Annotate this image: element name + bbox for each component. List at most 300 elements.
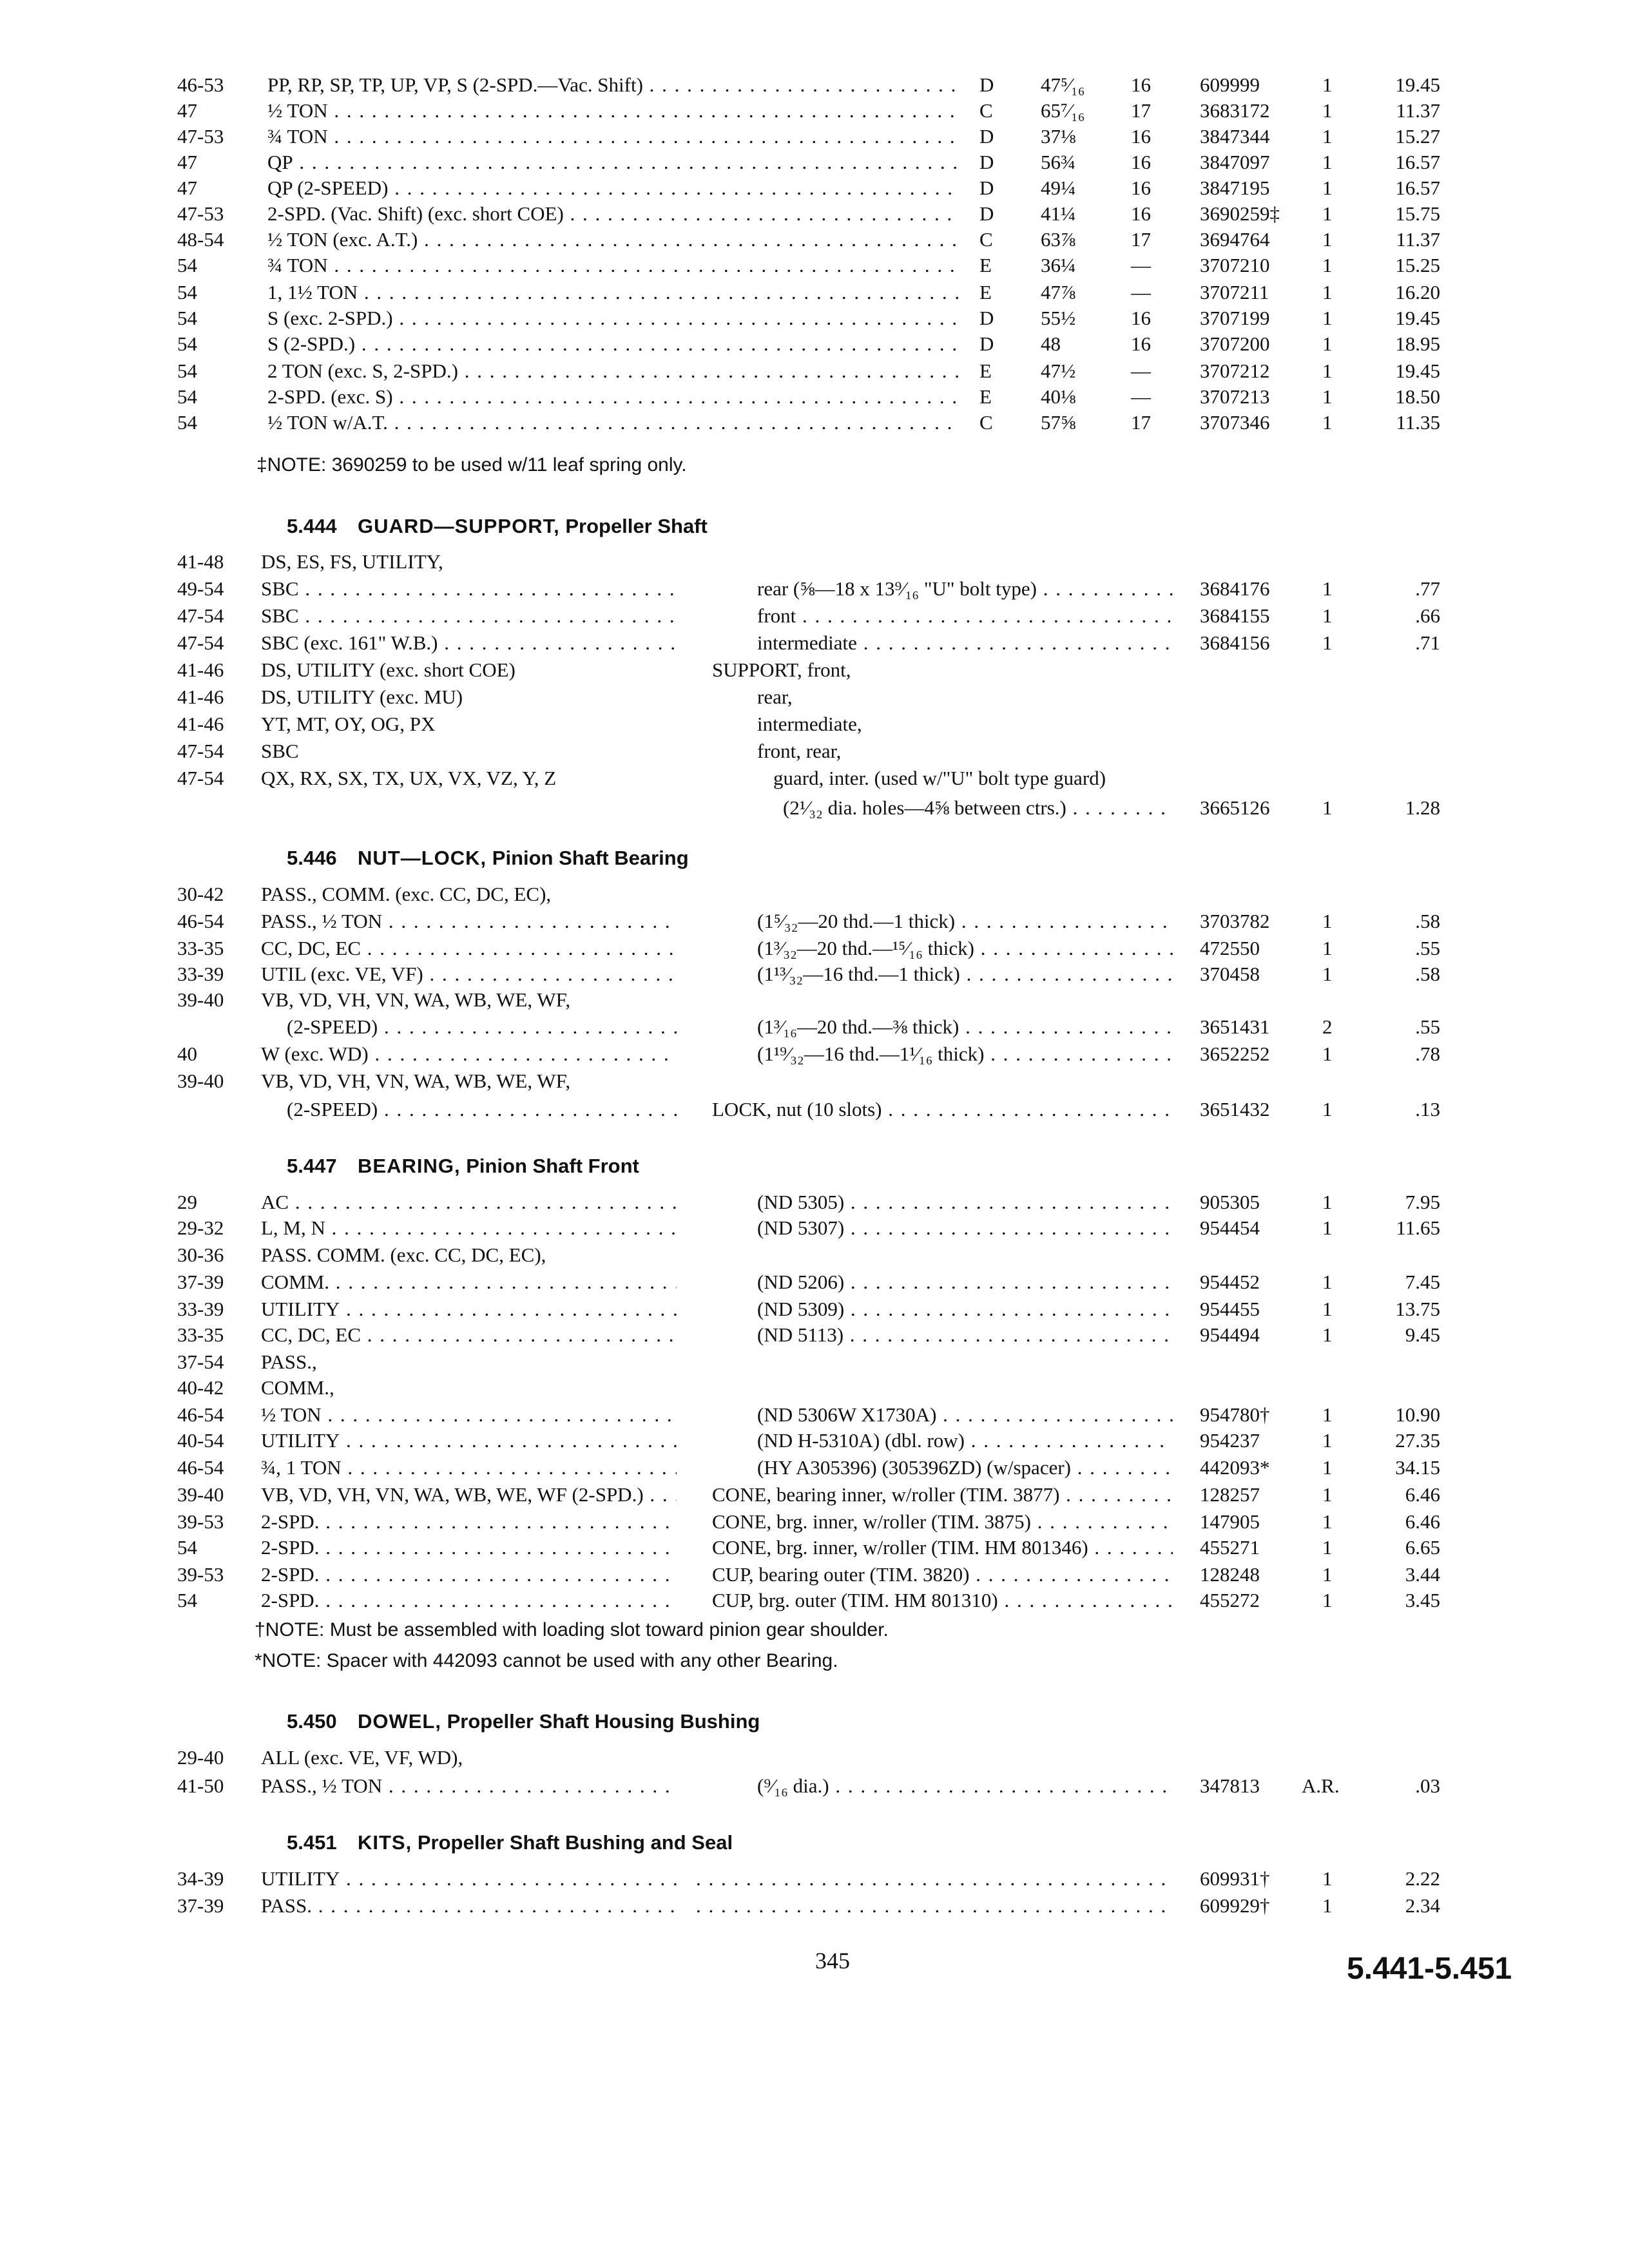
length-value: 55½ [1041, 307, 1076, 329]
model-description: 2 TON (exc. S, 2-SPD.) . . . [267, 357, 960, 385]
section-number: 5.447 [287, 1155, 337, 1177]
price: 15.27 [1395, 125, 1440, 148]
price: .03 [1415, 1774, 1440, 1797]
price: .78 [1415, 1043, 1440, 1065]
year-range: 33-35 [177, 1323, 224, 1346]
part-number: 954494 [1200, 1323, 1260, 1346]
part-description: (ND H-5310A) (dbl. row) . . . [757, 1427, 1173, 1455]
model-description: CC, DC, EC . . . [261, 1321, 677, 1349]
part-number: 954237 [1200, 1429, 1260, 1452]
price: 11.37 [1396, 228, 1440, 251]
part-description: (1¹³⁄₃₂—16 thd.—1 thick) . . . [757, 960, 1173, 988]
model-description: UTILITY . . . [261, 1865, 677, 1893]
part-number: 3847195 [1200, 177, 1270, 199]
quantity: 1 [1322, 604, 1333, 627]
quantity: 1 [1322, 99, 1333, 122]
spline-count: 17 [1131, 228, 1151, 251]
part-number: 3707200 [1200, 332, 1270, 355]
spline-count: 16 [1131, 307, 1151, 329]
year-range: 29-40 [177, 1746, 224, 1769]
section-heading [287, 1707, 760, 1736]
section-subtitle: Pinion Shaft Front [466, 1155, 639, 1177]
price: 15.75 [1395, 202, 1440, 225]
section-heading [287, 1829, 733, 1857]
part-description: (1³⁄₃₂—20 thd.—¹⁵⁄₁₆ thick) . . . [757, 934, 1173, 963]
quantity: 1 [1322, 151, 1333, 173]
quantity: 1 [1322, 796, 1333, 819]
model-description: PASS., COMM. (exc. CC, DC, EC), [261, 883, 552, 905]
quantity: 1 [1322, 332, 1333, 355]
table-row [0, 683, 1629, 711]
column-code: E [979, 385, 992, 408]
part-number: 3847097 [1200, 151, 1270, 173]
table-row [0, 1401, 1629, 1429]
price: 19.45 [1395, 360, 1440, 382]
quantity: 1 [1322, 1536, 1333, 1559]
column-code: D [979, 307, 994, 329]
model-description: ½ TON (exc. A.T.) . . . [267, 226, 960, 254]
year-range: 39-40 [177, 1483, 224, 1506]
price: 7.95 [1405, 1191, 1440, 1213]
part-description: (ND 5206) . . . [757, 1268, 1173, 1296]
table-row [0, 1892, 1629, 1920]
column-code: D [979, 73, 994, 96]
length-value: 49¼ [1041, 177, 1076, 199]
part-number: 3694764 [1200, 228, 1270, 251]
quantity: 1 [1322, 307, 1333, 329]
part-description: rear (⅝—18 x 13⁹⁄₁₆ "U" bolt type) . . . [757, 575, 1173, 603]
section-heading [287, 512, 708, 541]
quantity: 1 [1322, 1483, 1333, 1506]
model-description: 1, 1½ TON . . . [267, 278, 960, 307]
part-description: rear, [757, 686, 793, 708]
table-row [0, 1481, 1629, 1509]
model-description: QP . . . [267, 148, 960, 177]
part-number: 905305 [1200, 1191, 1260, 1213]
length-value: 40⅛ [1041, 385, 1076, 408]
length-value: 47⅞ [1041, 281, 1076, 303]
table-row [0, 357, 1629, 385]
table-row [0, 1744, 1629, 1772]
section-heading [287, 1152, 639, 1180]
price: 2.34 [1405, 1894, 1440, 1917]
year-range: 46-54 [177, 910, 224, 932]
quantity: 1 [1322, 1867, 1333, 1890]
price: 6.46 [1405, 1483, 1440, 1506]
model-description: DS, UTILITY (exc. short COE) [261, 658, 516, 681]
quantity: 1 [1322, 1456, 1333, 1479]
table-row [0, 304, 1629, 332]
price: .55 [1415, 1015, 1440, 1038]
footnote: *NOTE: Spacer with 442093 cannot be used with any other Bearing. [255, 1650, 838, 1671]
part-description: front, rear, [757, 740, 842, 762]
part-description: (1³⁄₁₆—20 thd.—⅜ thick) . . . [757, 1013, 1173, 1041]
table-row [0, 1865, 1629, 1893]
table-row [0, 934, 1629, 963]
part-number: 954780† [1200, 1403, 1270, 1426]
table-row [0, 629, 1629, 657]
model-description: S (exc. 2-SPD.) . . . [267, 304, 960, 332]
quantity: 1 [1322, 281, 1333, 303]
length-value: 48 [1041, 332, 1061, 355]
length-value: 57⅝ [1041, 411, 1076, 434]
part-description: (1¹⁹⁄₃₂—16 thd.—1¹⁄₁₆ thick) . . . [757, 1040, 1173, 1068]
table-row [0, 71, 1629, 99]
year-range: 29 [177, 1191, 197, 1213]
price: 9.45 [1405, 1323, 1440, 1346]
price: 6.65 [1405, 1536, 1440, 1559]
part-number: 609999 [1200, 73, 1260, 96]
part-description: (2¹⁄₃₂ dia. holes—4⅝ between ctrs.) . . . [783, 794, 1173, 822]
price: 18.95 [1395, 332, 1440, 355]
part-number: 3847344 [1200, 125, 1270, 148]
year-range: 54 [177, 411, 197, 434]
section-subtitle: Pinion Shaft Bearing [492, 847, 689, 869]
table-row [0, 1321, 1629, 1349]
part-description: intermediate . . . [757, 629, 1173, 657]
quantity: 1 [1322, 1271, 1333, 1293]
quantity: 1 [1322, 1563, 1333, 1586]
part-number: 3684156 [1200, 631, 1270, 654]
year-range: 33-39 [177, 963, 224, 985]
table-row [0, 1268, 1629, 1296]
year-range: 30-36 [177, 1244, 224, 1266]
part-number: 3703782 [1200, 910, 1270, 932]
model-description: ¾, 1 TON . . . [261, 1454, 677, 1482]
spline-count: 17 [1131, 99, 1151, 122]
length-value: 63⅞ [1041, 228, 1076, 251]
part-number: 3707199 [1200, 307, 1270, 329]
section-number: 5.446 [287, 847, 337, 869]
model-description: ½ TON . . . [267, 97, 960, 125]
model-description: 2-SPD. . . . [261, 1561, 677, 1589]
table-row [0, 1348, 1629, 1376]
column-code: D [979, 177, 994, 199]
part-number: 954455 [1200, 1298, 1260, 1320]
section-title: NUT—LOCK, [358, 847, 487, 869]
year-range: 54 [177, 360, 197, 382]
quantity: 1 [1322, 1403, 1333, 1426]
table-row [0, 1188, 1629, 1216]
table-row [0, 1241, 1629, 1269]
price: 19.45 [1395, 73, 1440, 96]
table-row [0, 1533, 1629, 1562]
table-row [0, 907, 1629, 936]
quantity: 1 [1322, 937, 1333, 959]
price: 1.28 [1405, 796, 1440, 819]
year-range: 47-54 [177, 631, 224, 654]
part-description: CONE, brg. inner, w/roller (TIM. 3875) . . . [712, 1508, 1173, 1536]
leader-dots [696, 1865, 1173, 1893]
length-value: 56¾ [1041, 151, 1076, 173]
section-subtitle: Propeller Shaft [565, 515, 708, 537]
model-description: ¾ TON . . . [267, 122, 960, 151]
table-row [0, 1772, 1629, 1800]
footnote: †NOTE: Must be assembled with loading slot toward pinion gear shoulder. [255, 1619, 889, 1640]
quantity: 1 [1322, 125, 1333, 148]
part-number: 3684155 [1200, 604, 1270, 627]
part-number: 3707211 [1200, 281, 1269, 303]
year-range: 54 [177, 385, 197, 408]
model-description: ½ TON . . . [261, 1401, 677, 1429]
model-description: QP (2-SPEED) . . . [267, 174, 960, 202]
table-row [0, 737, 1629, 765]
model-description: SBC [261, 740, 299, 762]
model-description: L, M, N . . . [261, 1214, 677, 1242]
model-description: CC, DC, EC . . . [261, 934, 677, 963]
year-range: 47 [177, 151, 197, 173]
table-row [0, 1095, 1629, 1124]
model-description: SBC (exc. 161" W.B.) . . . [261, 629, 677, 657]
section-subtitle: Propeller Shaft Housing Bushing [447, 1710, 760, 1733]
table-row [0, 656, 1629, 684]
price: .71 [1415, 631, 1440, 654]
price: 16.57 [1395, 177, 1440, 199]
year-range: 39-40 [177, 988, 224, 1011]
year-range: 39-53 [177, 1563, 224, 1586]
year-range: 29-32 [177, 1216, 224, 1239]
quantity: 1 [1322, 1043, 1333, 1065]
price: .58 [1415, 963, 1440, 985]
section-number: 5.444 [287, 515, 337, 537]
price: .55 [1415, 937, 1440, 959]
year-range: 41-48 [177, 550, 224, 573]
year-range: 47-53 [177, 125, 224, 148]
part-description: (ND 5306W X1730A) . . . [757, 1401, 1173, 1429]
table-row [0, 330, 1629, 358]
quantity: 1 [1322, 228, 1333, 251]
quantity: 1 [1322, 411, 1333, 434]
section-title: KITS, [358, 1831, 412, 1854]
table-row [0, 794, 1629, 822]
part-number: 147905 [1200, 1510, 1260, 1533]
model-description: SBC . . . [261, 602, 677, 630]
year-range: 54 [177, 254, 197, 276]
price: .58 [1415, 910, 1440, 932]
table-row [0, 1427, 1629, 1455]
part-description: (ND 5113) . . . [757, 1321, 1173, 1349]
footnote: ‡NOTE: 3690259 to be used w/11 leaf spring only. [256, 454, 687, 476]
year-range: 54 [177, 1589, 197, 1611]
model-description: DS, UTILITY (exc. MU) [261, 686, 463, 708]
part-number: 3707213 [1200, 385, 1270, 408]
page-number: 345 [815, 1948, 850, 1974]
table-row [0, 548, 1629, 576]
price: 16.57 [1395, 151, 1440, 173]
part-description: (ND 5309) . . . [757, 1295, 1173, 1323]
table-row [0, 1067, 1629, 1095]
model-description: 2-SPD. . . . [261, 1533, 677, 1562]
table-row [0, 1561, 1629, 1589]
year-range: 54 [177, 307, 197, 329]
year-range: 46-54 [177, 1403, 224, 1426]
price: 3.44 [1405, 1563, 1440, 1586]
column-code: C [979, 99, 993, 122]
spline-count: — [1131, 254, 1151, 276]
table-row [0, 1040, 1629, 1068]
quantity: 1 [1322, 1298, 1333, 1320]
part-description: front . . . [757, 602, 1173, 630]
section-range: 5.441-5.451 [1347, 1952, 1512, 1986]
column-code: E [979, 281, 992, 303]
price: 11.65 [1396, 1216, 1440, 1239]
year-range: 46-53 [177, 73, 224, 96]
price: 19.45 [1395, 307, 1440, 329]
price: .77 [1415, 577, 1440, 600]
price: 27.35 [1395, 1429, 1440, 1452]
part-description: (ND 5307) . . . [757, 1214, 1173, 1242]
spline-count: 17 [1131, 411, 1151, 434]
year-range: 41-50 [177, 1774, 224, 1797]
quantity: 1 [1322, 1894, 1333, 1917]
model-description: UTILITY . . . [261, 1427, 677, 1455]
column-code: C [979, 411, 993, 434]
year-range: 37-54 [177, 1350, 224, 1373]
part-number: 954452 [1200, 1271, 1260, 1293]
spline-count: 16 [1131, 177, 1151, 199]
quantity: 1 [1322, 202, 1333, 225]
part-number: 472550 [1200, 937, 1260, 959]
table-row [0, 602, 1629, 630]
price: 2.22 [1405, 1867, 1440, 1890]
spline-count: 16 [1131, 73, 1151, 96]
spline-count: 16 [1131, 332, 1151, 355]
section-number: 5.450 [287, 1710, 337, 1733]
model-description: 2-SPD. . . . [261, 1508, 677, 1536]
part-number: 3707212 [1200, 360, 1270, 382]
table-row [0, 408, 1629, 437]
price: 15.25 [1395, 254, 1440, 276]
section-heading [287, 844, 689, 872]
part-number: 370458 [1200, 963, 1260, 985]
quantity: 1 [1322, 1098, 1333, 1120]
table-row [0, 97, 1629, 125]
part-description: (HY A305396) (305396ZD) (w/spacer) . . . [757, 1454, 1173, 1482]
table-row [0, 251, 1629, 280]
quantity: 1 [1322, 1589, 1333, 1611]
price: 6.46 [1405, 1510, 1440, 1533]
year-range: 37-39 [177, 1894, 224, 1917]
section-title: DOWEL, [358, 1710, 441, 1733]
column-code: E [979, 254, 992, 276]
part-number: 3707210 [1200, 254, 1270, 276]
part-description: CONE, brg. inner, w/roller (TIM. HM 801346) . . . [712, 1533, 1173, 1562]
part-number: 3684176 [1200, 577, 1270, 600]
column-code: E [979, 360, 992, 382]
year-range: 39-53 [177, 1510, 224, 1533]
quantity: 1 [1322, 385, 1333, 408]
year-range: 40 [177, 1043, 197, 1065]
part-description: CUP, bearing outer (TIM. 3820) . . . [712, 1561, 1173, 1589]
year-range: 47 [177, 99, 197, 122]
model-description: YT, MT, OY, OG, PX [261, 713, 436, 735]
part-number: 455271 [1200, 1536, 1260, 1559]
quantity: 1 [1322, 631, 1333, 654]
model-description: AC . . . [261, 1188, 677, 1216]
model-description: QX, RX, SX, TX, UX, VX, VZ, Y, Z [261, 767, 557, 789]
table-row [0, 1295, 1629, 1323]
model-description: PASS., ½ TON . . . [261, 907, 677, 936]
year-range: 34-39 [177, 1867, 224, 1890]
column-code: D [979, 151, 994, 173]
model-description: PASS. COMM. (exc. CC, DC, EC), [261, 1244, 546, 1266]
year-range: 48-54 [177, 228, 224, 251]
spline-count: — [1131, 360, 1151, 382]
part-number: 347813 [1200, 1774, 1260, 1797]
price: 3.45 [1405, 1589, 1440, 1611]
price: 7.45 [1405, 1271, 1440, 1293]
column-code: C [979, 228, 993, 251]
section-title: GUARD—SUPPORT, [358, 515, 560, 537]
length-value: 47⁵⁄₁₆ [1041, 73, 1085, 96]
part-number: 954454 [1200, 1216, 1260, 1239]
year-range: 47-54 [177, 767, 224, 789]
table-row [0, 1586, 1629, 1615]
table-row [0, 710, 1629, 738]
price: .66 [1415, 604, 1440, 627]
year-range: 46-54 [177, 1456, 224, 1479]
quantity: 1 [1322, 177, 1333, 199]
part-description: (ND 5305) . . . [757, 1188, 1173, 1216]
price: 34.15 [1395, 1456, 1440, 1479]
model-description: VB, VD, VH, VN, WA, WB, WE, WF, [261, 988, 571, 1011]
model-description: COMM. . . . [261, 1268, 677, 1296]
quantity: 1 [1322, 73, 1333, 96]
year-range: 41-46 [177, 658, 224, 681]
model-description: COMM., [261, 1376, 334, 1399]
year-range: 54 [177, 332, 197, 355]
column-code: D [979, 125, 994, 148]
part-number: 609931† [1200, 1867, 1270, 1890]
quantity: 2 [1322, 1015, 1333, 1038]
price: 16.20 [1395, 281, 1440, 303]
part-number: 128248 [1200, 1563, 1260, 1586]
quantity: 1 [1322, 910, 1333, 932]
spline-count: 16 [1131, 151, 1151, 173]
quantity: 1 [1322, 577, 1333, 600]
year-range: 47-54 [177, 604, 224, 627]
year-range: 41-46 [177, 686, 224, 708]
length-value: 65⁷⁄₁₆ [1041, 99, 1085, 122]
quantity: 1 [1322, 1510, 1333, 1533]
quantity: 1 [1322, 963, 1333, 985]
part-description: LOCK, nut (10 slots) . . . [712, 1095, 1173, 1124]
part-number: 3651431 [1200, 1015, 1270, 1038]
quantity: 1 [1322, 254, 1333, 276]
price: 10.90 [1395, 1403, 1440, 1426]
part-description: CUP, brg. outer (TIM. HM 801310) . . . [712, 1586, 1173, 1615]
length-value: 37⅛ [1041, 125, 1076, 148]
model-description: DS, ES, FS, UTILITY, [261, 550, 443, 573]
length-value: 36¼ [1041, 254, 1076, 276]
year-range: 47 [177, 177, 197, 199]
column-code: D [979, 202, 994, 225]
table-row [0, 960, 1629, 988]
model-description: ALL (exc. VE, VF, WD), [261, 1746, 463, 1769]
model-description: PASS., [261, 1350, 317, 1373]
table-row [0, 200, 1629, 228]
table-row [0, 278, 1629, 307]
part-number: 3707346 [1200, 411, 1270, 434]
table-row [0, 122, 1629, 151]
model-description: (2-SPEED) . . . [287, 1013, 677, 1041]
year-range: 30-42 [177, 883, 224, 905]
spline-count: 16 [1131, 202, 1151, 225]
model-description: (2-SPEED) . . . [287, 1095, 677, 1124]
quantity: 1 [1322, 1323, 1333, 1346]
spline-count: — [1131, 281, 1151, 303]
quantity: 1 [1322, 360, 1333, 382]
